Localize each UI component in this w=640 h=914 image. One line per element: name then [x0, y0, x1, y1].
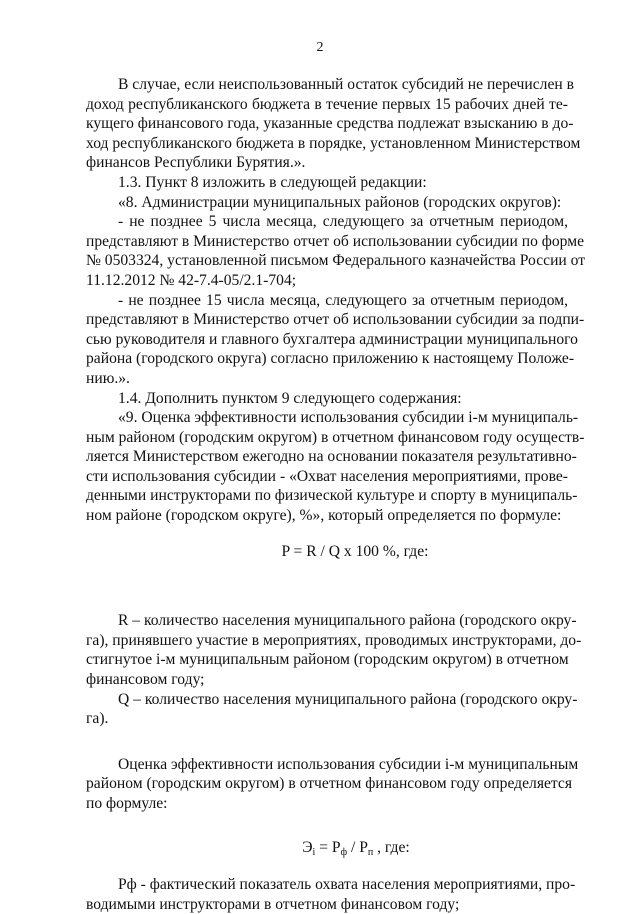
formula-tail: , где:	[373, 838, 410, 856]
formula-denominator-subscript: п	[367, 846, 374, 858]
text-line: Рф - фактический показатель охвата населения мероприятиями, про-	[118, 876, 576, 894]
text-line: «8. Администрации муниципальных районов (городских округов):	[118, 193, 562, 211]
paragraph-efficiency-assessment	[86, 755, 579, 814]
text-line: 1.4. Дополнить пунктом 9 следующего содержания:	[118, 389, 462, 407]
text-line: финансов Республики Бурятия.».	[86, 154, 306, 172]
text-line: ляется Министерством ежегодно на основании показателя результативно-	[86, 448, 577, 466]
text-line: «9. Оценка эффективности использования субсидии i-м муниципаль-	[118, 409, 579, 427]
text-line: Оценка эффективности использования субсидии i-м муниципальным	[118, 755, 579, 773]
text-line: по формуле:	[86, 795, 168, 812]
text-line: - не позднее 15 числа месяца, следующего за отчетным периодом,	[118, 291, 568, 309]
paragraph-clause-1-4	[86, 389, 568, 409]
paragraph-item-8	[86, 193, 568, 213]
text-line: представляют в Министерство отчет об использовании субсидии за подпи-	[86, 311, 585, 329]
text-line: ным районом (городским округом) в отчетном финансовом году осуществ-	[86, 428, 585, 446]
paragraph-remaining-subsidy	[86, 75, 581, 173]
text-line: Q – количество населения муниципального района (городского окру-	[118, 690, 578, 708]
paragraph-report-15th	[86, 291, 585, 389]
text-line: финансовом году;	[86, 671, 205, 689]
text-line: кущего финансового года, указанные средства подлежат взысканию в до-	[86, 115, 574, 133]
paragraph-definition-q	[86, 690, 578, 729]
text-line: ном районе (городском округе), %», который определяется по формуле:	[86, 507, 562, 525]
text-line: № 0503324, установленной письмом Федерального казначейства России от	[86, 252, 586, 270]
text-line: 11.12.2012 № 42-7.4-05/2.1-704;	[86, 271, 297, 289]
text-line: ход республиканского бюджета в порядке, установленном Министерством	[86, 134, 581, 152]
text-line: стигнутое i-м муниципальным районом (городским округом) в отчетном	[86, 651, 569, 669]
text-line: денными инструкторами по физической культуре и спорту в муниципаль-	[86, 487, 578, 505]
text-line: га), принявшего участие в мероприятиях, проводимых инструкторами, до-	[86, 631, 582, 649]
text-line: 1.3. Пункт 8 изложить в следующей редакции:	[118, 173, 427, 191]
paragraph-clause-1-3	[86, 173, 568, 193]
paragraph-item-9	[86, 408, 585, 526]
paragraph-definition-rf	[86, 875, 576, 914]
formula-numerator-subscript: ф	[340, 846, 348, 858]
text-line: района (городского округа) согласно приложению к настоящему Положе-	[86, 350, 575, 368]
formula-lhs: Э	[302, 838, 313, 856]
formula-numerator: = Р	[315, 838, 341, 856]
text-line: водимыми инструкторами в отчетном финансовом году;	[86, 895, 460, 913]
text-line: сти использования субсидии - «Охват населения мероприятиями, прове-	[86, 467, 568, 485]
formula-efficiency	[86, 838, 568, 858]
text-line: В случае, если неиспользованный остаток субсидий не перечислен в	[118, 76, 574, 93]
formula-lhs-subscript: i	[312, 846, 316, 858]
paragraph-report-5th	[86, 212, 586, 290]
spacer	[86, 729, 568, 755]
text-line: доход республиканского бюджета в течение первых 15 рабочих дней те-	[86, 95, 568, 113]
formula-denominator: / Р	[347, 838, 368, 856]
text-line: - не позднее 5 числа месяца, следующего за отчетным периодом,	[118, 213, 568, 231]
text-line: R – количество населения муниципального района (городского окру-	[118, 612, 577, 630]
paragraph-definition-r	[86, 611, 582, 689]
text-line: га).	[86, 710, 109, 728]
document-body	[86, 75, 586, 914]
text-line: нию.».	[86, 369, 130, 387]
text-line: районом (городским округом) в отчетном финансовом году определяется	[86, 775, 573, 793]
page-number: 2	[316, 40, 324, 55]
text-line: сью руководителя и главного бухгалтера администрации муниципального	[86, 330, 578, 348]
formula-coverage: P = R / Q x 100 %, где:	[281, 542, 429, 560]
text-line: представляют в Министерство отчет об использовании субсидии по форме	[86, 232, 585, 250]
